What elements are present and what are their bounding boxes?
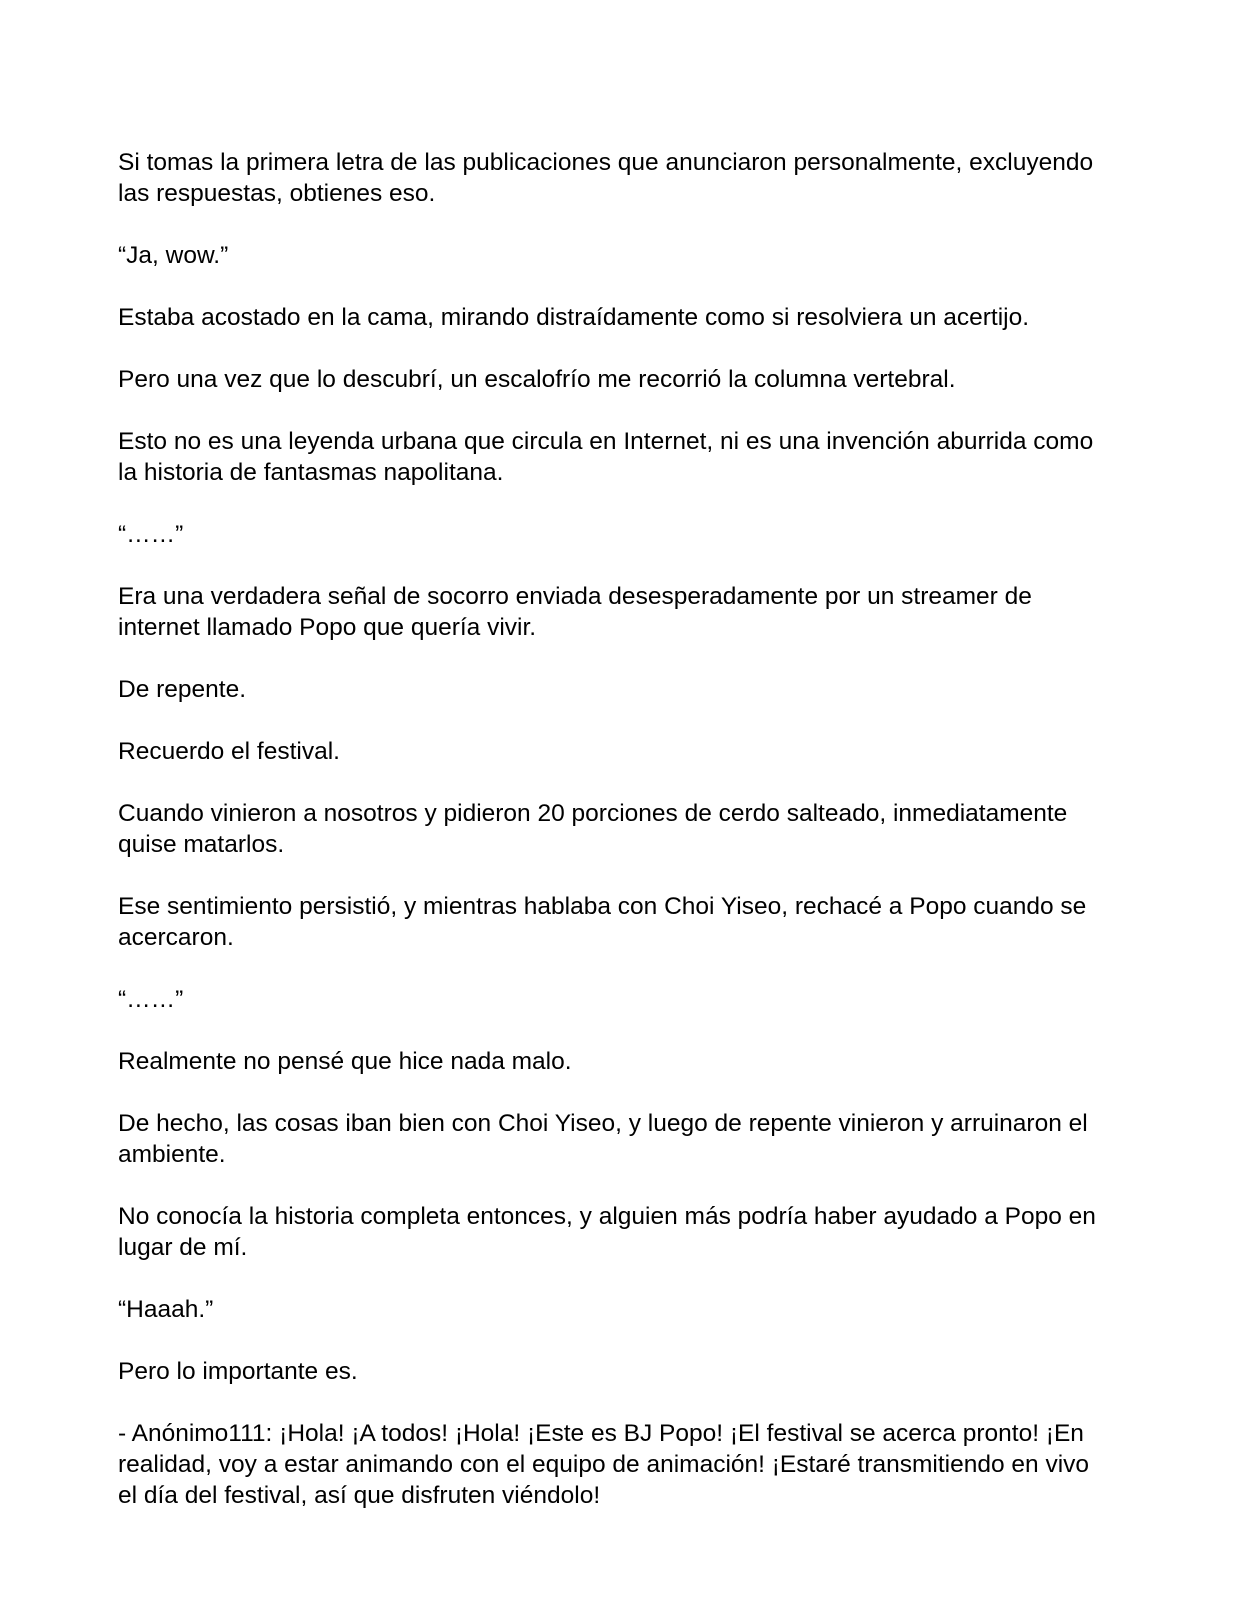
paragraph: De hecho, las cosas iban bien con Choi Yiseo, y luego de repente vinieron y arruinaron el ambiente. (118, 1110, 1088, 1168)
paragraph: Si tomas la primera letra de las publicaciones que anunciaron personalmente, excluyendo las respuestas, obtienes eso. (118, 149, 1094, 207)
paragraph: Recuerdo el festival. (118, 738, 340, 765)
dialogue-line: “Haaah.” (118, 1296, 214, 1323)
forum-post: - Anónimo111: ¡Hola! ¡A todos! ¡Hola! ¡Este es BJ Popo! ¡El festival se acerca pronto! ¡En realidad, voy a estar animando con el equipo de animación! ¡Estaré transmitiendo en vivo el día del festival, así que disfruten viéndolo! (118, 1420, 1090, 1509)
dialogue-line: “Ja, wow.” (118, 242, 229, 269)
paragraph: De repente. (118, 676, 247, 703)
paragraph: Esto no es una leyenda urbana que circula en Internet, ni es una invención aburrida como la historia de fantasmas napolitana. (118, 428, 1094, 486)
paragraph: Estaba acostado en la cama, mirando distraídamente como si resolviera un acertijo. (118, 304, 1030, 331)
dialogue-line: “……” (118, 986, 184, 1013)
paragraph: Pero una vez que lo descubrí, un escalofrío me recorrió la columna vertebral. (118, 366, 956, 393)
paragraph: Cuando vinieron a nosotros y pidieron 20 porciones de cerdo salteado, inmediatamente quise matarlos. (118, 800, 1068, 858)
document-body (118, 147, 1098, 1511)
paragraph: No conocía la historia completa entonces, y alguien más podría haber ayudado a Popo en lugar de mí. (118, 1203, 1096, 1261)
paragraph: Ese sentimiento persistió, y mientras hablaba con Choi Yiseo, rechacé a Popo cuando se acercaron. (118, 893, 1087, 951)
dialogue-line: “……” (118, 521, 184, 548)
paragraph: Pero lo importante es. (118, 1358, 358, 1385)
paragraph: Realmente no pensé que hice nada malo. (118, 1048, 572, 1075)
paragraph: Era una verdadera señal de socorro enviada desesperadamente por un streamer de internet llamado Popo que quería vivir. (118, 583, 1032, 641)
